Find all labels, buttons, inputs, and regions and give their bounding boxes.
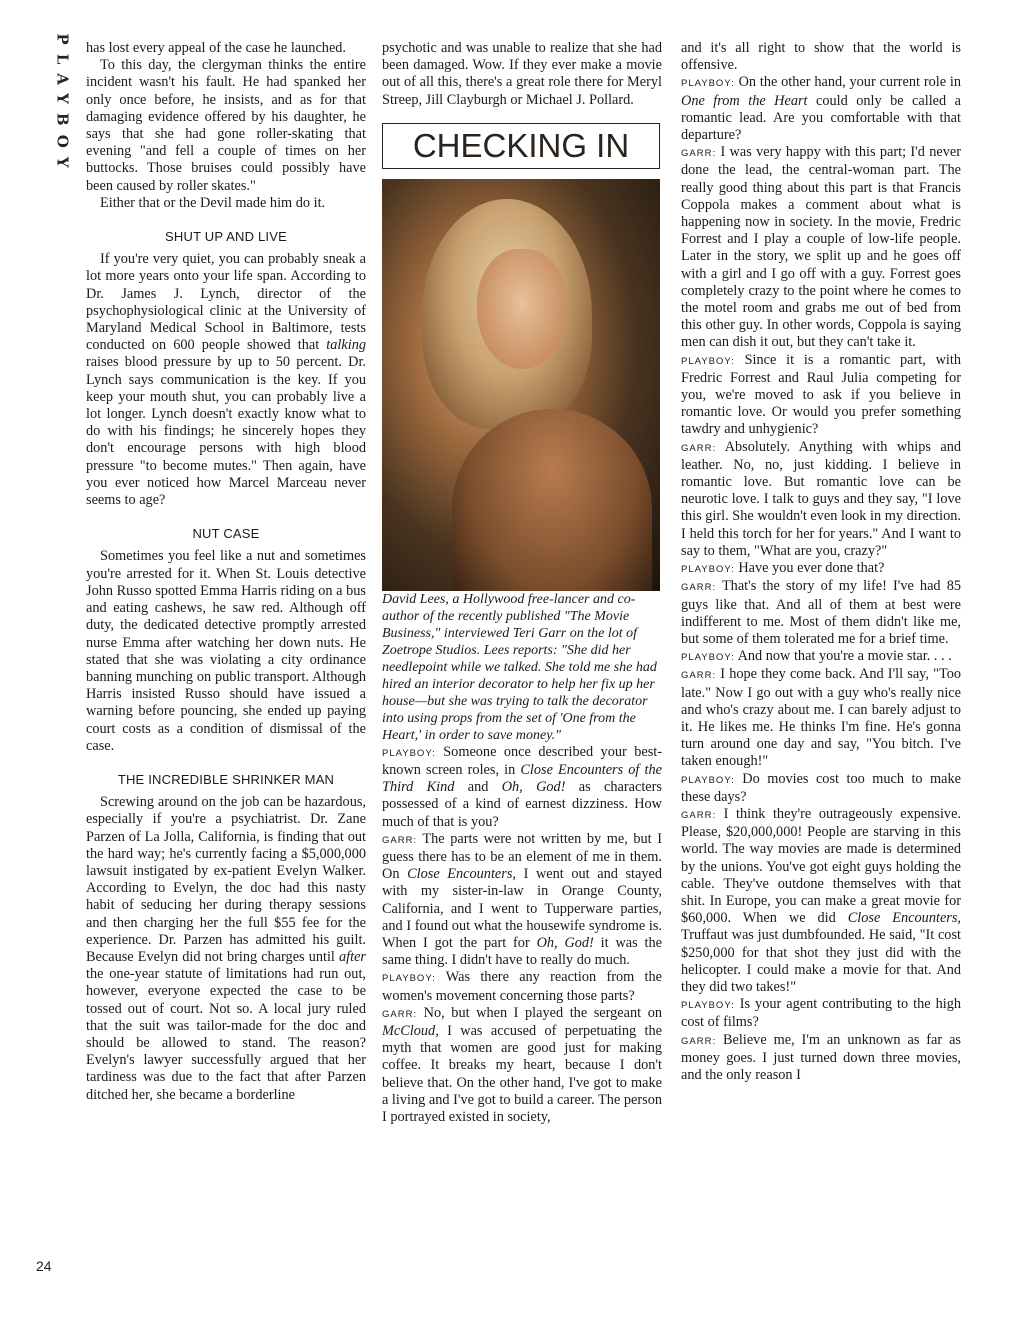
portrait-photo — [382, 179, 660, 591]
masthead: PLAYBOY — [54, 33, 72, 177]
paragraph: If you're very quiet, you can probably sneak a lot more years onto your life span. According to Dr. James J. Lynch, director of the psychophysiological clinic at the University of Maryland Medical School in Baltimore, tests conducted on 600 people showed that talking raises blood pressure by up to 50 percent. Dr. Lynch says communication is the key. If you keep your mouth shut, you can probably live a lot longer. Lynch doesn't exactly know what to do with his findings; he sincerely hopes they don't encourage persons with high blood pressure "to become mutes." Then again, have you ever noticed how Marcel Marceau never seems to age? — [86, 251, 366, 509]
interview-question: PLAYBOY: Do movies cost too much to make these days? — [681, 770, 961, 805]
section-heading-nut-case: NUT CASE — [192, 526, 260, 542]
interview-question: PLAYBOY: Have you ever done that? — [681, 560, 885, 577]
interview-question: PLAYBOY: Is your agent contributing to the high cost of films? — [681, 996, 961, 1031]
column-2 — [382, 40, 662, 1280]
paragraph: Screwing around on the job can be hazardous, especially if you're a psychiatrist. Dr. Zane Parzen of La Jolla, California, is finding that out the hard way; he's currently facing a $5,000,000 lawsuit instigated by ex-patient Evelyn Walker. According to Evelyn, the doc had this nasty habit of seducing her during therapy sessions and then charging her the full $55 fee for the experience. Dr. Parzen has admitted his guilt. Because Evelyn did not bring charges until after the one-year statute of limitations had run out, however, everyone expected the case to be tossed out of court. Not so. A local jury ruled that the suit was tailor-made for the doc and should be allowed to stand. The reason? Evelyn's lawyer successfully argued that her tardiness was due to the fact that after Parzen ditched her, she became a borderline — [86, 794, 366, 1103]
column-3 — [681, 40, 961, 1280]
section-heading-shut-up: SHUT UP AND LIVE — [165, 229, 287, 245]
page-number: 24 — [36, 1258, 52, 1274]
interview-answer: GARR: I hope they come back. And I'll say, "Too late." Now I go out with a guy who's really nice and who's crazy about me. I can barely adjust to it. He likes me. He thinks I'm fine. He's gonna turn around one day and say, "You bitch. I've taken enough!" — [681, 666, 961, 770]
interview-question: PLAYBOY: On the other hand, your current role in One from the Heart could only be called a romantic lead. Are you comfortable with that departure? — [681, 74, 961, 144]
paragraph: To this day, the clergyman thinks the entire incident wasn't his fault. He had spanked her only once before, he insists, and as for that damaging evidence offered by his daughter, he says that she had gone roller-skating that evening "and fell a couple of times on her buttocks. Those bruises could possibly have been caused by roller skates." — [86, 57, 366, 194]
interview-answer: GARR: Believe me, I'm an unknown as far as money goes. I just turned down three movies, and the only reason I — [681, 1031, 961, 1083]
photo-caption: David Lees, a Hollywood free-lancer and co-author of the recently published "The Movie Business," interviewed Teri Garr on the lot of Zoetrope Studios. Lees reports: "She did her needlepoint while we talked. She told me she had hired an interior decorator to help her fix up her house—but she was trying to talk the decorator into using props from the set of 'One from the Heart,' in order to save money." — [382, 591, 657, 743]
interview-question: PLAYBOY: Was there any reaction from the women's movement concerning those parts? — [382, 969, 662, 1004]
section-title-box: CHECKING IN — [382, 123, 660, 169]
paragraph: has lost every appeal of the case he launched. — [86, 40, 347, 56]
interview-question: PLAYBOY: Since it is a romantic part, with Fredric Forrest and Raul Julia competing for you, we're moved to ask if you believe in romantic love. Or would you prefer something tawdry and unhygienic? — [681, 351, 961, 438]
interview-question: PLAYBOY: Someone once described your best-known screen roles, in Close Encounters of the Third Kind and Oh, God! as characters possessed of a kind of earnest dizziness. How much of that is you? — [382, 743, 662, 830]
interview-question: PLAYBOY: And now that you're a movie star. . . . — [681, 648, 952, 665]
interview-answer: GARR: I was very happy with this part; I'd never done the lead, the central-woman part. The really good thing about this part is that Francis Coppola makes a comment about what is happening now in society. In the movie, Fredric Forrest and I play a couple of low-life people. Later in the story, we split up and he goes off with a girl and I go off with a guy. Forrest goes completely crazy to the point where he comes to the motel room and grabs me out of bed from this other guy. In other words, Coppola is saying men can dish it out, but they can't take it. — [681, 144, 961, 351]
paragraph: psychotic and was unable to realize that she had been damaged. Wow. If they ever make a movie out of all this, there's a great role there for Meryl Streep, Jill Clayburgh or Michael J. Pollard. — [382, 40, 662, 108]
interview-answer: GARR: That's the story of my life! I've had 85 guys like that. And all of them at best were indifferent to me. Most of them didn't like me, but some of them tolerated me for a brief time. — [681, 578, 961, 647]
interview-answer: GARR: I think they're outrageously expensive. Please, $20,000,000! People are starving in this world. The way movies are made is determined by the unions. You've got eight guys holding the cable. They've outdone themselves with that shit. In Europe, you can make a great movie for $60,000. When we did Close Encounters, Truffaut was just dumbfounded. He said, "It cost $250,000 for that shot they just did with the helicopter. I could make a movie for that. And they did two takes!" — [681, 805, 961, 995]
paragraph: Either that or the Devil made him do it. — [100, 194, 326, 211]
paragraph: Sometimes you feel like a nut and sometimes you're arrested for it. When St. Louis detective John Russo spotted Emma Harris riding on a bus and eating cashews, he saw red. Although off duty, the dedicated detective promptly arrested nurse Emma after watching her down nuts. He stated that she was violating a city ordinance banning munching on public transport. Although Harris insisted Russo should have issued a warning before pouncing, she ended up paying court costs as a condition of dismissal of the case. — [86, 548, 366, 754]
interview-answer: GARR: No, but when I played the sergeant on McCloud, I was accused of perpetuating the myth that women are good just for making coffee. It breaks my heart, because I don't believe that. On the other hand, I've got to make a living and I've got to build a career. The person I portrayed existed in society, — [382, 1004, 662, 1126]
column-1 — [86, 40, 366, 1280]
paragraph: and it's all right to show that the world is offensive. — [681, 40, 961, 74]
interview-answer: GARR: Absolutely. Anything with whips and leather. No, no, just kidding. I believe in romantic love. But romantic love can be neurotic love. I talk to guys and they say, "I love this girl. She wouldn't even look in my direction. I held this torch for her for years." And I want to say to them, "What are you, crazy?" — [681, 438, 961, 559]
section-heading-shrinker: THE INCREDIBLE SHRINKER MAN — [117, 771, 335, 787]
interview-answer: GARR: The parts were not written by me, but I guess there has to be an element of me in them. On Close Encounters, I went out and stayed with my sister-in-law in Orange County, California, and I went to Tupperware parties, and I found out what the housewife syndrome is. When I got the part for Oh, God! it was the same thing. I didn't have to really do much. — [382, 830, 662, 969]
